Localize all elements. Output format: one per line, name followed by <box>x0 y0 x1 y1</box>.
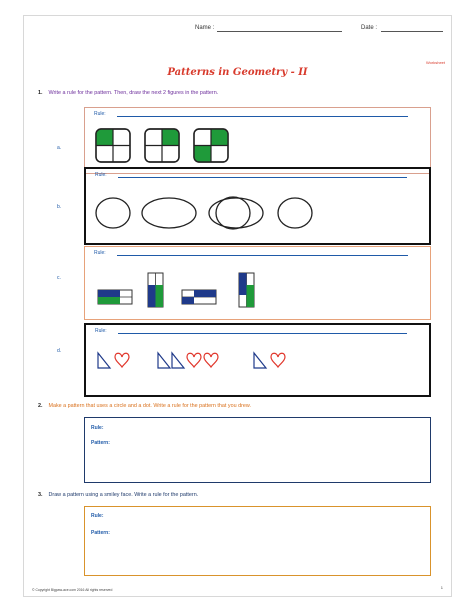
q2-rule-label: Rule: <box>91 425 104 431</box>
subpart-c-label: c. <box>57 275 61 281</box>
name-label: Name : <box>195 25 215 31</box>
question-3 <box>38 492 198 498</box>
quartered-square-1 <box>96 129 130 162</box>
question-1 <box>38 90 218 96</box>
question-2-text: Make a pattern that uses a circle and a dot. Write a rule for the pattern that you drew. <box>48 403 251 409</box>
question-2-number: 2. <box>38 403 43 409</box>
overlap-circle-shape <box>216 197 250 229</box>
horizontal-bar-2 <box>182 290 216 304</box>
q3-pattern-label: Pattern: <box>91 530 110 536</box>
pattern-box-d <box>84 323 431 397</box>
answer-box-q3[interactable] <box>84 506 431 576</box>
heart-shape <box>204 353 218 367</box>
rule-label-d: Rule: <box>95 328 107 334</box>
quartered-square-3 <box>194 129 228 162</box>
q2-pattern-label: Pattern: <box>91 440 110 446</box>
quartered-square-2 <box>145 129 179 162</box>
rule-label-b: Rule: <box>95 172 107 178</box>
question-1-number: 1. <box>38 90 43 96</box>
triangle-shape <box>172 353 184 368</box>
subpart-b-label: b. <box>57 204 62 210</box>
pattern-box-a <box>84 107 431 174</box>
pattern-c-figures <box>85 247 432 321</box>
question-1-text: Write a rule for the pattern. Then, draw the next 2 figures in the pattern. <box>48 90 219 96</box>
date-line <box>381 31 443 32</box>
horizontal-bar-1 <box>98 290 132 304</box>
question-3-number: 3. <box>38 492 43 498</box>
pattern-a-figures <box>85 108 432 175</box>
triangle-shape <box>254 353 266 368</box>
vertical-bar-1 <box>148 273 163 307</box>
page-number: 1 <box>440 585 443 590</box>
question-3-text: Draw a pattern using a smiley face. Write a rule for the pattern. <box>48 492 199 498</box>
heart-shape <box>115 353 129 367</box>
circle-shape-2 <box>278 198 312 228</box>
pattern-box-b <box>84 167 431 245</box>
q3-rule-label: Rule: <box>91 513 104 519</box>
subpart-a-label: a. <box>57 145 62 151</box>
triangle-shape <box>158 353 170 368</box>
rule-label-c: Rule: <box>94 250 106 256</box>
question-2 <box>38 403 251 409</box>
page-title: Patterns in Geometry - II <box>167 67 308 78</box>
triangle-shape <box>98 353 110 368</box>
subpart-d-label: d. <box>57 348 62 354</box>
date-label: Date : <box>361 25 378 31</box>
worksheet-tag: Worksheet <box>425 60 445 65</box>
pattern-b-figures <box>86 169 433 247</box>
vertical-bar-2 <box>239 273 254 307</box>
answer-box-q2[interactable] <box>84 417 431 483</box>
rule-label-a: Rule: <box>94 111 106 117</box>
heart-shape <box>271 353 285 367</box>
oval-shape <box>142 198 196 228</box>
name-line <box>217 31 342 32</box>
pattern-box-c <box>84 246 431 320</box>
copyright-footer: © Copyright Bigpaw-ace.com 2016 All rights reserved <box>32 588 113 592</box>
heart-shape <box>187 353 201 367</box>
circle-shape <box>96 198 130 228</box>
pattern-d-figures <box>86 325 433 399</box>
overlap-oval-shape <box>209 198 263 228</box>
worksheet-page <box>23 15 452 597</box>
